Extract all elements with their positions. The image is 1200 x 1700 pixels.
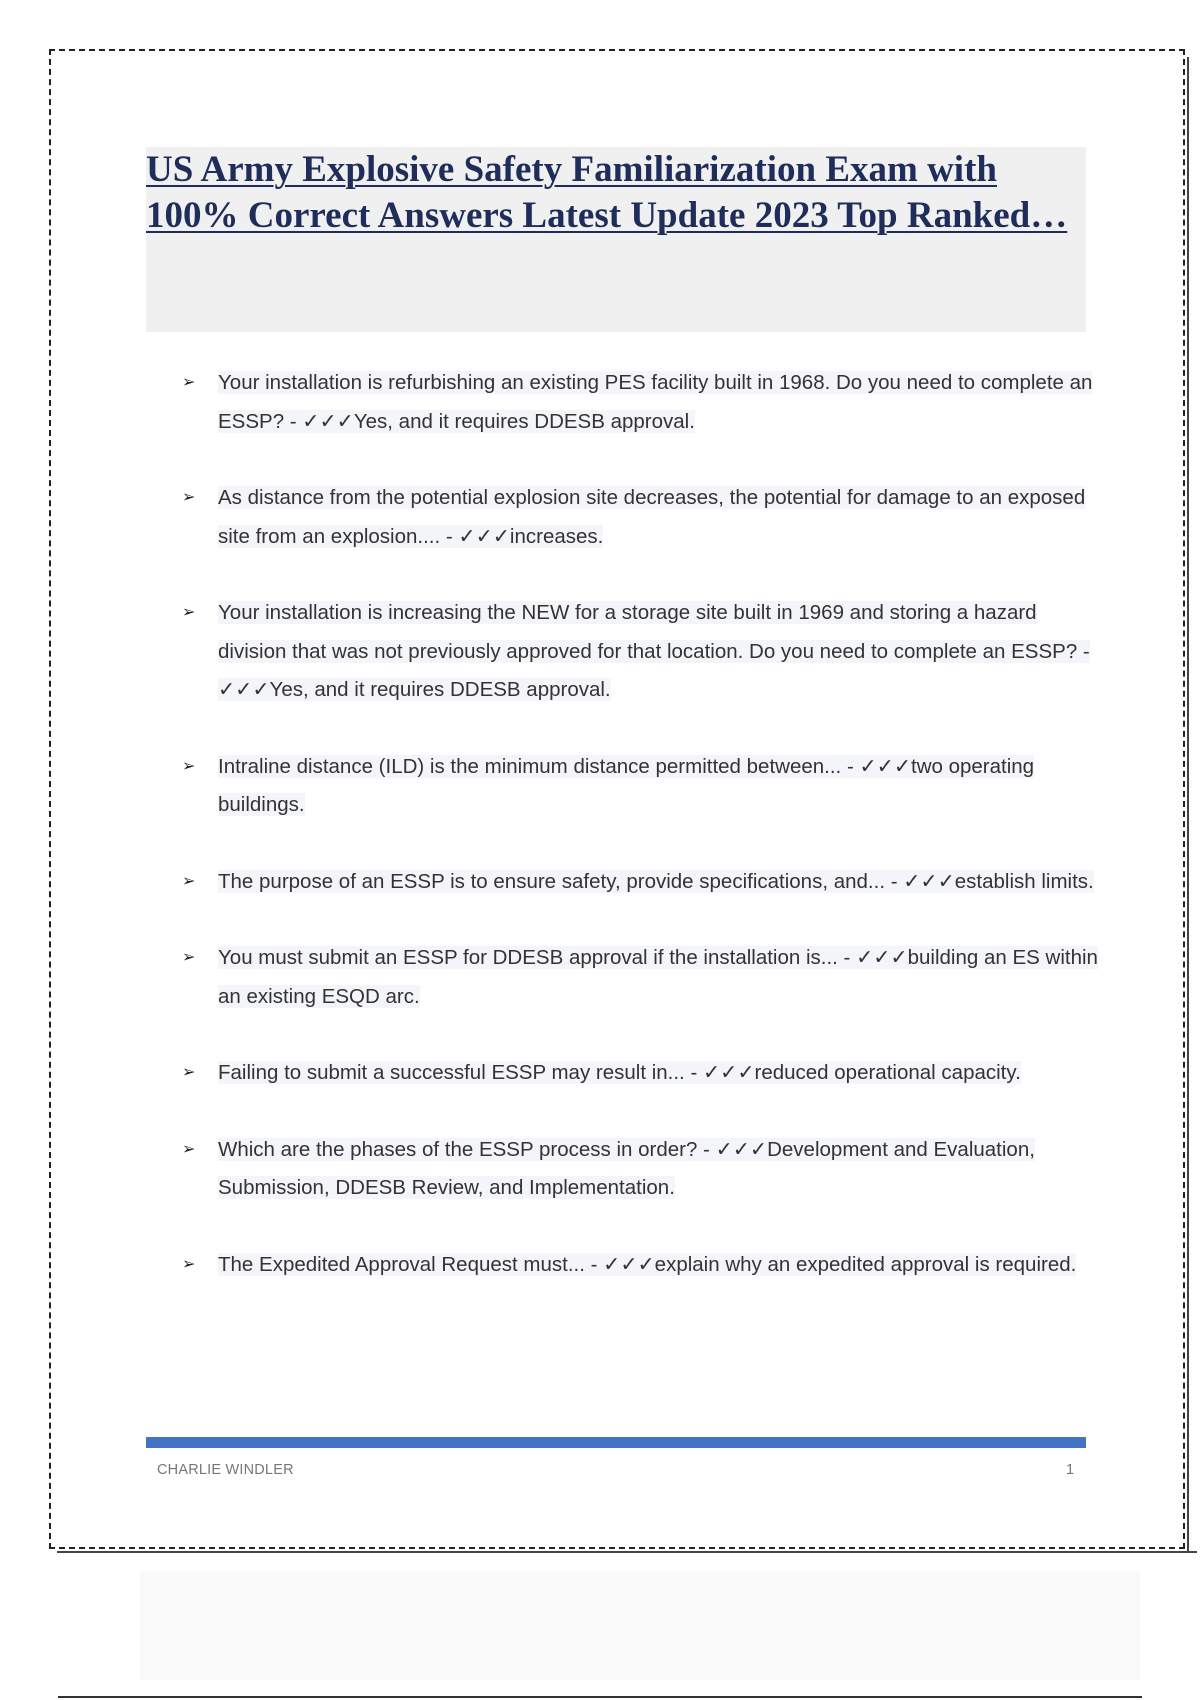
list-item-text: You must submit an ESSP for DDESB approval if the installation is... - ✓✓✓building an ES within an existing ESQD arc.: [218, 946, 1098, 1008]
list-item-text: Your installation is increasing the NEW for a storage site built in 1969 and storing a hazard division that was not previously approved for that location. Do you need to complete an ESSP? - ✓✓✓Yes, and it requires DDESB approval.: [218, 601, 1090, 701]
list-item: [178, 479, 1098, 556]
list-item: [178, 863, 1098, 902]
list-item-text: The purpose of an ESSP is to ensure safety, provide specifications, and... - ✓✓✓establish limits.: [218, 869, 1094, 893]
footer-author: CHARLIE WINDLER: [157, 1462, 294, 1478]
arrow-bullet-icon: ➢: [182, 489, 196, 506]
list-item: [178, 364, 1098, 441]
list-item: [178, 1246, 1098, 1285]
list-item-text: Intraline distance (ILD) is the minimum distance permitted between... - ✓✓✓two operating buildings.: [218, 754, 1035, 816]
list-item: [178, 594, 1098, 710]
arrow-bullet-icon: ➢: [182, 872, 196, 890]
list-item-text: Failing to submit a successful ESSP may result in... - ✓✓✓reduced operational capacity.: [218, 1061, 1021, 1084]
arrow-bullet-icon: ➢: [182, 604, 196, 621]
question-answer-list: [178, 364, 1098, 1284]
list-item-text: Which are the phases of the ESSP process in order? - ✓✓✓Development and Evaluation, Submission, DDESB Review, and Implementation.: [218, 1137, 1035, 1199]
arrow-bullet-icon: ➢: [182, 1140, 196, 1158]
list-item: [178, 939, 1098, 1016]
arrow-bullet-icon: ➢: [182, 1064, 196, 1081]
document-title: US Army Explosive Safety Familiarization Exam with 100% Correct Answers Latest Update 2023 Top Ranked…: [146, 149, 1068, 236]
arrow-bullet-icon: ➢: [182, 757, 196, 775]
list-item-text: The Expedited Approval Request must... - ✓✓✓explain why an expedited approval is required.: [218, 1252, 1077, 1276]
list-item: [178, 1131, 1098, 1208]
arrow-bullet-icon: ➢: [182, 949, 196, 966]
page-number: 1: [1066, 1462, 1075, 1478]
list-item: [178, 748, 1098, 825]
title-box: [146, 147, 1086, 332]
list-item-text: Your installation is refurbishing an existing PES facility built in 1968. Do you need to complete an ESSP? - ✓✓✓Yes, and it requires DDESB approval.: [218, 371, 1093, 433]
next-page-border: [58, 1696, 1142, 1698]
arrow-bullet-icon: ➢: [182, 374, 196, 391]
next-page-area: [140, 1570, 1140, 1680]
list-item: [178, 1054, 1098, 1093]
list-item-text: As distance from the potential explosion site decreases, the potential for damage to an exposed site from an explosion.... - ✓✓✓increases.: [218, 486, 1086, 548]
arrow-bullet-icon: ➢: [182, 1255, 196, 1273]
footer-rule: [146, 1437, 1086, 1448]
